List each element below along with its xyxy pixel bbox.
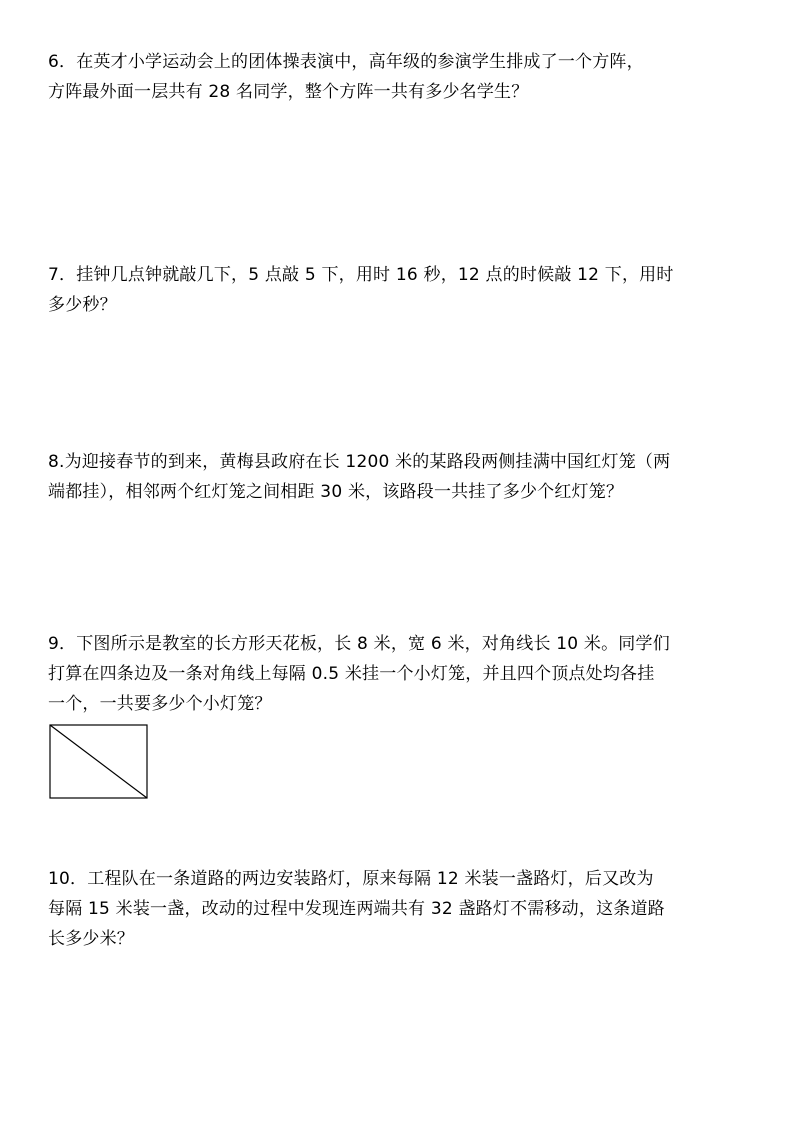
question-10-line-2: 每隔 15 米装一盏，改动的过程中发现连两端共有 32 盏路灯不需移动，这条道路 — [48, 899, 665, 919]
question-9 — [48, 629, 748, 719]
ceiling-diagonal — [50, 725, 147, 798]
question-10 — [48, 864, 748, 954]
question-6-line-1: 6．在英才小学运动会上的团体操表演中，高年级的参演学生排成了一个方阵， — [48, 52, 644, 72]
question-6-line-2: 方阵最外面一层共有 28 名同学，整个方阵一共有多少名学生？ — [48, 82, 529, 102]
question-7-line-2: 多少秒？ — [48, 295, 117, 315]
question-9-line-2: 打算在四条边及一条对角线上每隔 0.5 米挂一个小灯笼，并且四个顶点处均各挂 — [48, 664, 655, 684]
question-7-line-1: 7．挂钟几点钟就敲几下，5 点敲 5 下，用时 16 秒，12 点的时候敲 12 下，用时 — [48, 265, 674, 285]
question-8-line-1: 8.为迎接春节的到来，黄梅县政府在长 1200 米的某路段两侧挂满中国红灯笼（两 — [48, 452, 671, 472]
question-7 — [48, 260, 748, 320]
question-6 — [48, 47, 748, 107]
question-10-line-1: 10．工程队在一条道路的两边安装路灯，原来每隔 12 米装一盏路灯，后又改为 — [48, 869, 654, 889]
question-8-line-2: 端都挂），相邻两个红灯笼之间相距 30 米，该路段一共挂了多少个红灯笼？ — [48, 482, 624, 502]
ceiling-rectangle-figure — [49, 724, 148, 799]
question-9-line-1: 9．下图所示是教室的长方形天花板，长 8 米，宽 6 米，对角线长 10 米。同学们 — [48, 634, 670, 654]
question-8 — [48, 447, 748, 507]
question-10-line-3: 长多少米？ — [48, 929, 134, 949]
question-9-line-3: 一个，一共要多少个小灯笼？ — [48, 694, 272, 714]
